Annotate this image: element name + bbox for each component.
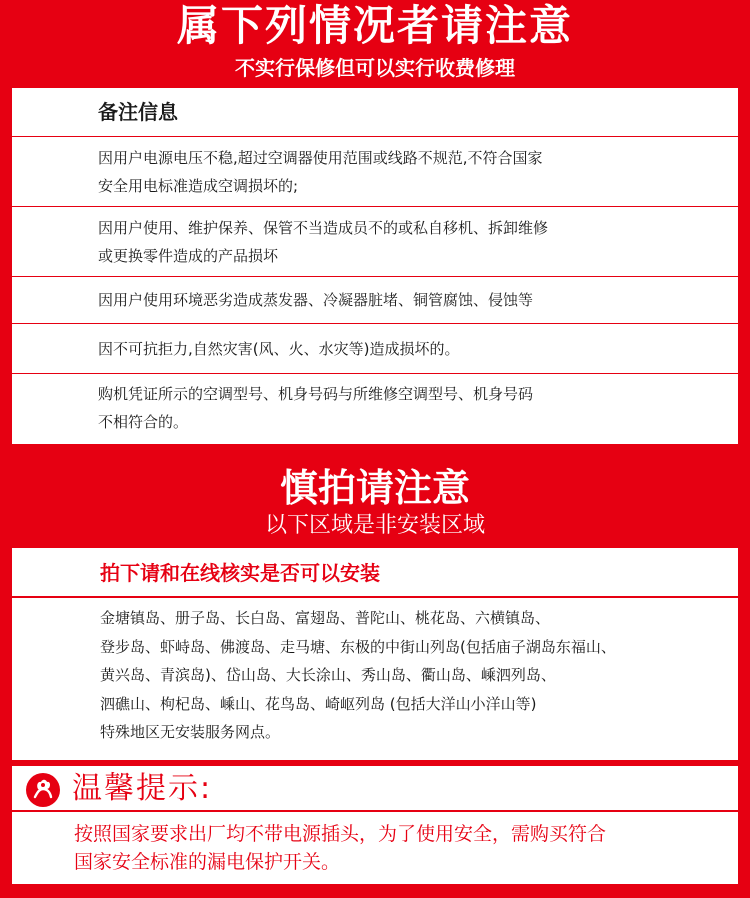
area-line: 泗礁山、枸杞岛、嵊山、花鸟岛、崎岖列岛 (包括大洋山小洋山等): [100, 694, 537, 713]
section2-subtitle: 以下区域是非安装区域: [264, 513, 485, 538]
section1-title: 属下列情况者请注意: [176, 1, 573, 50]
area-line: 特殊地区无安装服务网点。: [100, 723, 281, 741]
flower-hand-icon: [26, 773, 60, 807]
warm-tip-title: 温馨提示:: [72, 771, 213, 806]
section1-subtitle: 不实行保修但可以实行收费修理: [235, 56, 515, 80]
exclusion-line: 购机凭证所示的空调型号、机身号码与所维修空调型号、机身号码: [98, 385, 534, 403]
exclusion-item: [12, 207, 738, 277]
area-line: 黄兴岛、青滨岛)、岱山岛、大长涂山、秀山岛、衢山岛、嵊泗列岛、: [100, 666, 556, 684]
non-install-area-panel: [12, 548, 738, 760]
warm-tip-body: [74, 820, 606, 876]
exclusion-line: 因用户使用环境恶劣造成蒸发器、冷凝器脏堵、铜管腐蚀、侵蚀等: [98, 291, 534, 309]
warm-tip-header: [12, 766, 738, 812]
tip-line: 按照国家要求出厂均不带电源插头，为了使用安全，需购买符合: [74, 823, 607, 845]
exclusion-line: 或更换零件造成的产品损坏: [98, 247, 279, 265]
exclusion-item: [12, 324, 738, 374]
area-line: 登步岛、虾峙岛、佛渡岛、走马塘、东极的中街山列岛(包括庙子湖岛东福山、: [100, 637, 616, 656]
tip-line: 国家安全标准的漏电保护开关。: [74, 851, 341, 873]
section2-title: 慎拍请注意: [279, 466, 470, 510]
exclusion-item: [12, 277, 738, 324]
exclusion-line: 因用户使用、维护保养、保管不当造成员不的或私自移机、拆卸维修: [98, 219, 549, 237]
exclusion-line: 因不可抗拒力,自然灾害(风、火、水灾等)造成损坏的。: [98, 340, 460, 358]
notes-header: 备注信息: [12, 88, 738, 137]
exclusion-line: 因用户电源电压不稳,超过空调器使用范围或线路不规范,不符合国家: [98, 149, 543, 167]
area-line: 金塘镇岛、册子岛、长白岛、富翅岛、普陀山、桃花岛、六横镇岛、: [100, 609, 551, 627]
exclusion-line: 不相符合的。: [98, 413, 189, 431]
exclusion-item: [12, 137, 738, 207]
warm-tip-panel: [12, 766, 738, 884]
area-list: [12, 598, 738, 747]
verify-install-header: 拍下请和在线核实是否可以安装: [12, 548, 738, 598]
exclusion-line: 安全用电标准造成空调损坏的;: [98, 177, 299, 195]
warranty-exclusions-panel: [12, 88, 738, 444]
exclusion-item: [12, 374, 738, 443]
